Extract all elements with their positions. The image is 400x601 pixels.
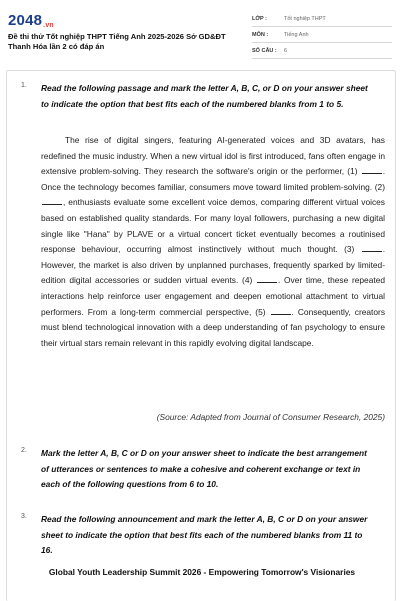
question-1 xyxy=(21,81,375,112)
blank-5-label: (5) xyxy=(255,306,266,317)
blank-2[interactable] xyxy=(42,196,62,205)
blank-5[interactable] xyxy=(271,306,291,315)
reading-passage xyxy=(41,133,385,351)
announcement-title: Global Youth Leadership Summit 2026 - Empowering Tomorrow's Visionaries xyxy=(48,567,356,577)
meta-class-value: Tốt nghiệp THPT xyxy=(284,16,326,22)
question-3-number: 3. xyxy=(21,513,27,520)
question-1-instruction: Read the following passage and mark the letter A, B, C, or D on your answer sheet to indicate the option that best fits each of the numbered blanks from 1 to 5. xyxy=(41,83,368,109)
blank-3[interactable] xyxy=(362,243,382,252)
question-2-number: 2. xyxy=(21,447,27,454)
meta-class-label: LỚP : xyxy=(252,16,267,22)
blank-1[interactable] xyxy=(362,165,382,174)
passage-source: (Source: Adapted from Journal of Consumer Research, 2025) xyxy=(156,412,385,422)
meta-class-row xyxy=(252,12,392,27)
blank-3-label: (3) xyxy=(344,244,355,255)
logo-text: 2048 xyxy=(8,12,43,29)
passage-text-6: . Consequently, creators must blend technological innovation with a deep understanding of fan psychology to ensure their virtual stars remain relevant in this rapidly evolving digital landscape. xyxy=(41,306,386,348)
passage-text-1: The rise of digital singers, featuring AI-generated voices and 3D avatars, has redefined the music industry. When a new virtual idol is first introduced, fans often engage in extensive problem-solving. They research the software's origin or the performer, xyxy=(41,135,385,177)
meta-count-row xyxy=(252,44,392,59)
meta-count-value: 6 xyxy=(284,48,288,54)
question-2-instruction: Mark the letter A, B, C or D on your answer sheet to indicate the best arrangement of utterances or sentences to make a cohesive and coherent exchange or text in each of the following questions from 6 to 10. xyxy=(41,448,367,490)
question-2 xyxy=(21,446,375,493)
exam-content-card xyxy=(6,70,396,601)
question-3 xyxy=(21,512,375,559)
meta-count-label: SỐ CÂU : xyxy=(252,48,277,54)
question-3-instruction: Read the following announcement and mark the letter A, B, C or D on your answer sheet to indicate the option that best fits each of the numbered blanks from 11 to 16. xyxy=(41,514,368,556)
question-1-number: 1. xyxy=(21,82,27,89)
blank-2-label: (2) xyxy=(374,181,385,192)
blank-1-label: (1) xyxy=(347,166,358,177)
blank-4-label: (4) xyxy=(242,275,253,286)
exam-title: Đề thi thử Tốt nghiệp THPT Tiếng Anh 2025-2026 Sở GD&ĐT Thanh Hóa lần 2 có đáp án xyxy=(8,32,226,51)
passage-text-3: , enthusiasts evaluate some excellent voice demos, comparing different virtual voices based on established quality standards. For many loyal followers, purchasing a new digital single like "Hana" by PLAVE or a virtual concert ticket eventually becomes a routinised response behaviour, occurring almost instinctively without much thought. xyxy=(41,197,385,255)
passage-text-2: . Once the technology becomes familiar, consumers move toward limited problem-solving. xyxy=(41,166,386,192)
site-logo[interactable] xyxy=(8,12,54,29)
blank-4[interactable] xyxy=(257,274,277,283)
passage-text-5: . Over time, these repeated interactions help reinforce user engagement and deepen emotional attachment to virtual performers. From a long-term commercial perspective, xyxy=(41,275,386,317)
meta-subject-label: MÔN : xyxy=(252,32,269,38)
meta-subject-row xyxy=(252,28,392,43)
passage-text-4: . However, the market is also driven by unplanned purchases, frequently sparked by limited-edition digital accessories or sudden virtual events. xyxy=(41,244,386,286)
logo-suffix: .vn xyxy=(43,22,54,29)
page-header xyxy=(0,0,400,62)
meta-subject-value: Tiếng Anh xyxy=(284,32,309,38)
